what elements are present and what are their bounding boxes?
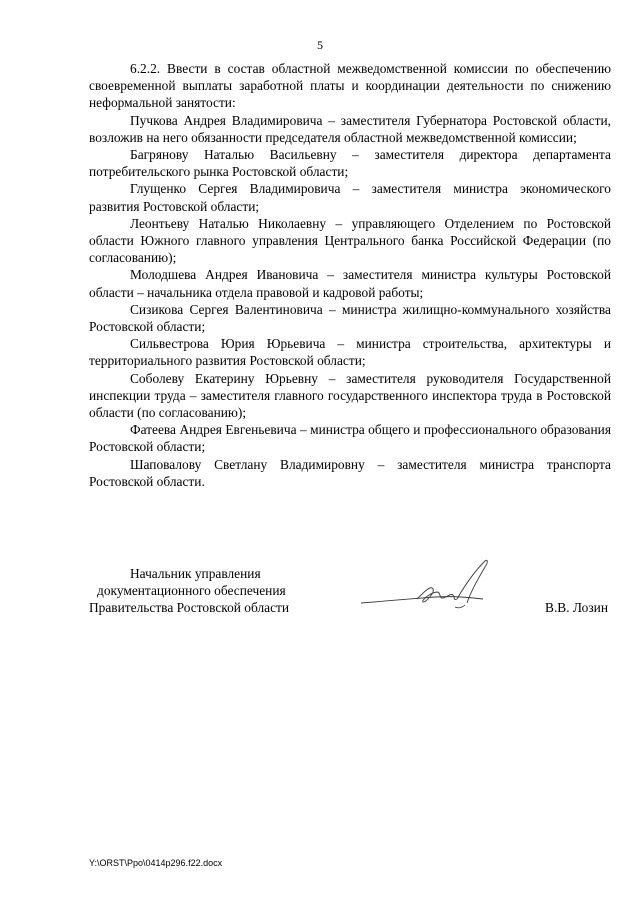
handwritten-signature [355, 555, 510, 625]
signatory-title [89, 565, 289, 617]
paragraph-member: Фатеева Андрея Евгеньевича – министра общего и профессионального образования Ростовской области; [89, 422, 611, 455]
paragraph-member: Соболеву Екатерину Юрьевну – заместителя руководителя Государственной инспекции труда – заместителя главного государственного инспектора труда в Ростовской области (по согласованию); [89, 370, 611, 421]
page-number: 5 [317, 38, 323, 52]
signatory-title-line: документационного обеспечения [97, 583, 286, 599]
footer-file-path: Y:\ORST\Ppo\0414p296.f22.docx [89, 858, 223, 868]
signatory-title-line: Начальник управления [130, 566, 261, 581]
signatory-name: В.В. Лозин [545, 600, 608, 615]
paragraph-member: Шаповалову Светлану Владимировну – заместителя министра транспорта Ростовской области. [89, 456, 611, 489]
signatory-title-line: Правительства Ростовской области [89, 600, 290, 616]
signature-block [0, 565, 640, 645]
paragraph-member: Сильвестрова Юрия Юрьевича – министра строительства, архитектуры и территориального развития Ростовской области; [89, 336, 611, 369]
document-body [89, 60, 611, 490]
paragraph-member: Сизикова Сергея Валентиновича – министра жилищно-коммунального хозяйства Ростовской области; [89, 301, 611, 335]
paragraph-member: Леонтьеву Наталью Николаевну – управляющего Отделением по Ростовской области Южного главного управления Центрального банка Российской Федерации (по согласованию); [89, 215, 611, 266]
paragraph-member: Молодшева Андрея Ивановича – заместителя министра культуры Ростовской области – начальника отдела правовой и кадровой работы; [89, 267, 611, 300]
paragraph-member: Багрянову Наталью Васильевну – заместителя директора департамента потребительского рынка Ростовской области; [89, 147, 611, 180]
paragraph-member: Пучкова Андрея Владимировича – заместителя Губернатора Ростовской области, возложив на него обязанности председателя областной межведомственной комиссии; [89, 112, 611, 145]
paragraph-member: Глущенко Сергея Владимировича – заместителя министра экономического развития Ростовской области; [89, 181, 611, 214]
paragraph-intro: 6.2.2. Ввести в состав областной межведомственной комиссии по обеспечению своевременной выплаты заработной платы и координации деятельности по снижению неформальной занятости: [89, 61, 611, 111]
